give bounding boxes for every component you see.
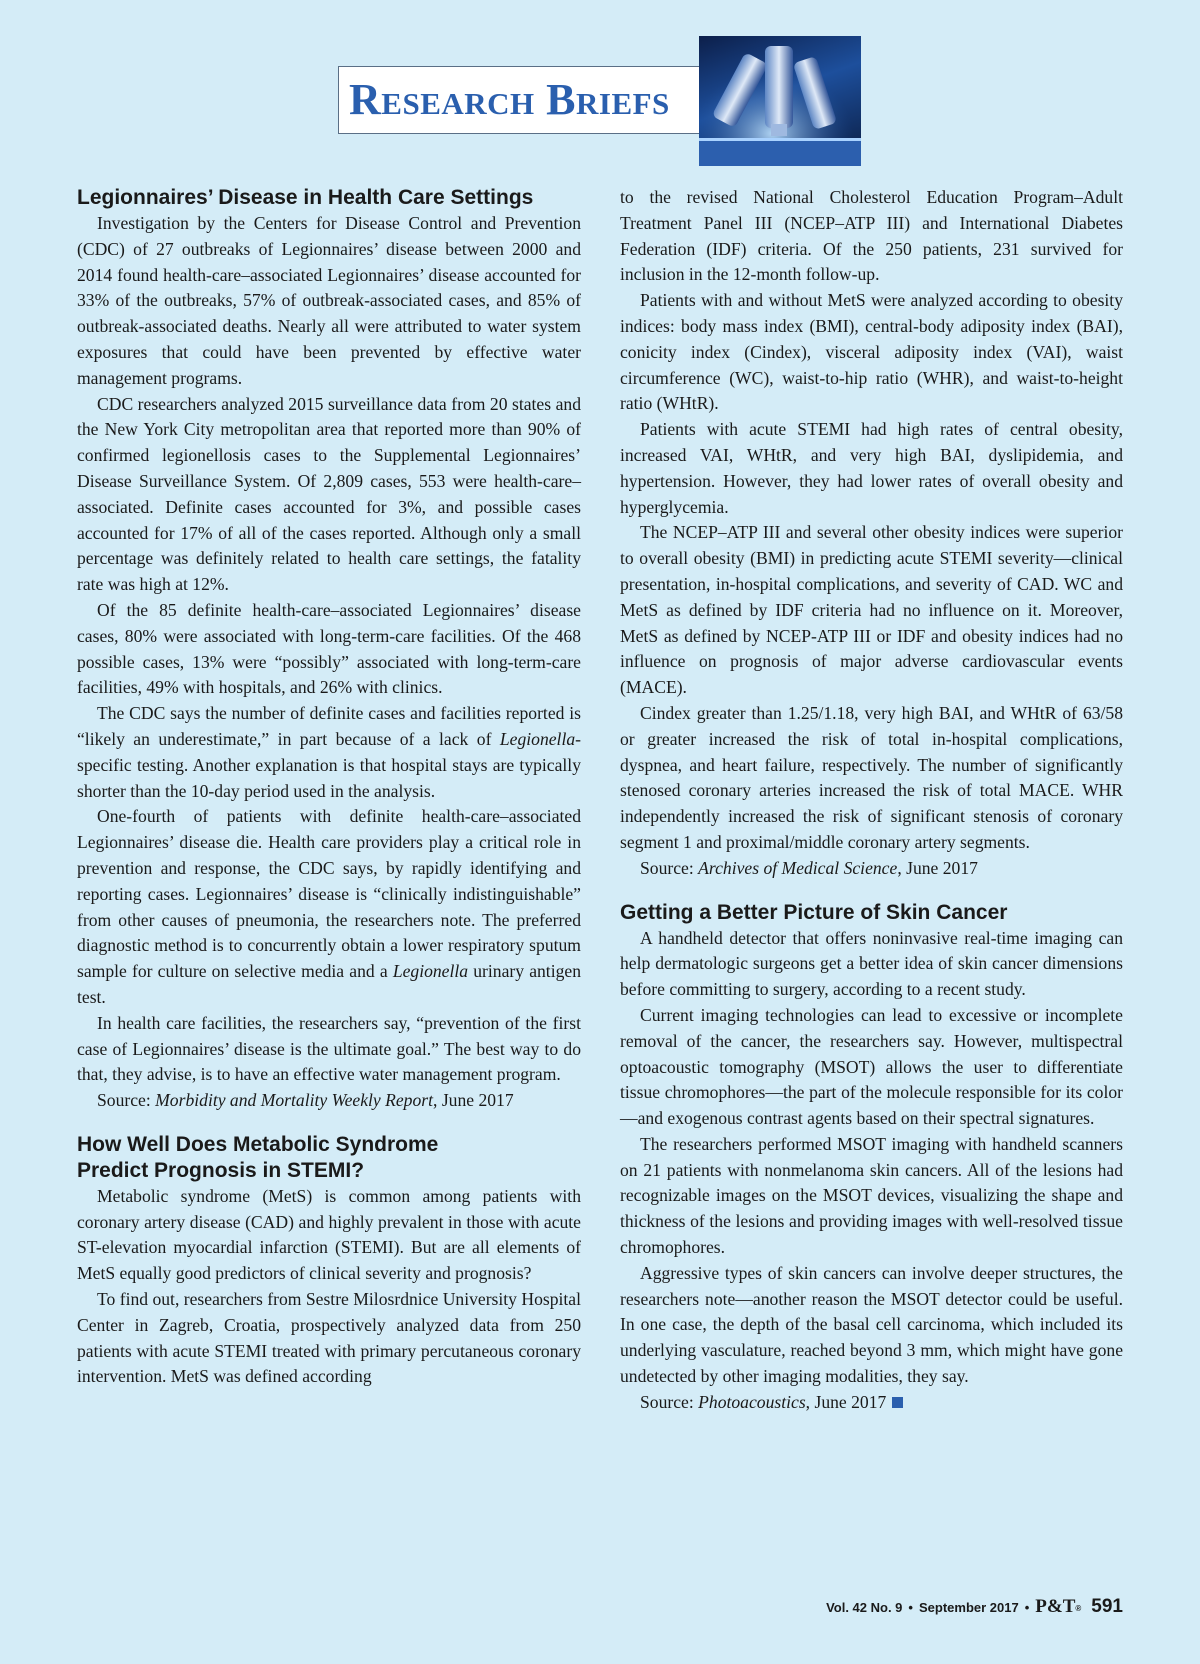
headline-line: Predict Prognosis in STEMI? [77, 1158, 365, 1182]
bullet-separator: • [908, 1600, 913, 1615]
paragraph-text: urinary antigen test. [77, 961, 581, 1007]
column-right [620, 185, 1123, 1416]
source-label: Source: [640, 857, 699, 878]
issue-date: September 2017 [918, 1600, 1019, 1615]
paragraph [77, 701, 581, 804]
column-left [77, 185, 581, 1390]
paragraph: A handheld detector that offers noninvasive real-time imaging can help dermatologic surgeons get a better idea of skin cancer dimensions before committing to surgery, according to a recent study. [620, 927, 1123, 1000]
spacer [620, 882, 1123, 900]
source-line [620, 856, 1123, 882]
registered-mark: ® [1075, 1604, 1082, 1613]
paragraph-text: One-fourth of patients with definite health-care–associated Legionnaires’ disease die. Health care providers play a critical role in prevention and response, the CDC says, by rapidly identifying and reporting cases. Legionnaires’ disease is “clinically indistinguishable” from other causes of pneumonia, the researchers note. The preferred diagnostic method is to concurrently obtain a lower respiratory sputum sample for culture on selective media and a [77, 806, 581, 982]
paragraph-text: -specific testing. Another explanation is that hospital stays are typically shorter than the 10-day period used in the analysis. [77, 728, 581, 801]
microscope-image [699, 36, 861, 166]
paragraph: The NCEP–ATP III and several other obesity indices were superior to overall obesity (BMI) in predicting acute STEMI severity—clinical presentation, in-hospital complications, and severity of CAD. WC and MetS as defined by IDF criteria had no influence on it. Moreover, MetS as defined by NCEP-ATP III or IDF and obesity indices had no influence on prognosis of major adverse cardiovascular events (MACE). [620, 522, 1123, 698]
microscope-illustration [699, 36, 861, 166]
issue-number: Vol. 42 No. 9 [826, 1600, 903, 1615]
article-headline-legionnaires: Legionnaires’ Disease in Health Care Settings [77, 186, 534, 209]
page-footer [826, 1596, 1123, 1618]
article-headline-skin-cancer: Getting a Better Picture of Skin Cancer [620, 900, 1008, 924]
source-title: Morbidity and Mortality Weekly Report [155, 1090, 434, 1111]
paragraph: Patients with and without MetS were analyzed according to obesity indices: body mass index (BMI), central-body adiposity index (BAI), conicity index (Cindex), visceral adiposity index (VAI), waist circumference (WC), waist-to-hip ratio (WHR), and waist-to-height ratio (WHtR). [620, 290, 1123, 414]
source-date: , June 2017 [433, 1090, 514, 1111]
page-number: 591 [1091, 1596, 1123, 1617]
source-date: , June 2017 [805, 1391, 887, 1412]
paragraph: Metabolic syndrome (MetS) is common among patients with coronary artery disease (CAD) and highly prevalent in those with acute ST-elevation myocardial infarction (STEMI). But are all elements of MetS equally good predictors of clinical severity and prognosis? [77, 1185, 581, 1284]
paragraph: To find out, researchers from Sestre Milosrdnice University Hospital Center in Zagreb, Croatia, prospectively analyzed data from 250 patients with acute STEMI treated with primary percutaneous coronary intervention. MetS was defined according [77, 1289, 581, 1387]
paragraph: CDC researchers analyzed 2015 surveillance data from 20 states and the New York City metropolitan area that reported more than 90% of confirmed legionellosis cases to the Supplemental Legionnaires’ Disease Surveillance System. Of 2,809 cases, 553 were health-care–associated. Definite cases accounted for 3%, and possible cases accounted for 17% of all of the cases reported. Although only a small percentage was definitely related to health care settings, the fatality rate was high at 12%. [77, 393, 581, 595]
paragraph: Of the 85 definite health-care–associated Legionnaires’ disease cases, 80% were associated with long-term-care facilities. Of the 468 possible cases, 13% were “possibly” associated with long-term-care facilities, 49% with hospitals, and 26% with clinics. [77, 599, 581, 698]
paragraph: Current imaging technologies can lead to excessive or incomplete removal of the cancer, the researchers say. However, multispectral optoacoustic tomography (MSOT) allows the user to differentiate tissue chromophores—the part of the molecule responsible for its color—and exogenous contrast agents based on their spectral signatures. [620, 1004, 1123, 1129]
paragraph: Investigation by the Centers for Disease Control and Prevention (CDC) of 27 outbreaks of Legionnaires’ disease between 2000 and 2014 found health-care–associated Legionnaires’ disease accounted for 33% of the outbreaks, 57% of outbreak-associated cases, and 85% of outbreak-associated deaths. Nearly all were attributed to water system exposures that could have been prevented by effective water management programs. [77, 213, 581, 388]
paragraph: In health care facilities, the researchers say, “prevention of the first case of Legionnaires’ disease is the ultimate goal.” The best way to do that, they advise, is to have an effective water management program. [77, 1012, 581, 1085]
source-title: Photoacoustics [698, 1391, 806, 1412]
source-date: , June 2017 [897, 857, 978, 878]
paragraph: Aggressive types of skin cancers can involve deeper structures, the researchers note—another reason the MSOT detector could be useful. In one case, the depth of the basal cell carcinoma, which included its underlying vasculature, reached beyond 3 mm, which might have gone undetected by other imaging modalities, they say. [620, 1262, 1123, 1387]
section-title: Research Briefs [349, 75, 670, 124]
source-line [620, 1390, 1123, 1416]
journal-name: P&T [1035, 1596, 1076, 1617]
source-label: Source: [640, 1391, 699, 1412]
source-line [77, 1088, 581, 1114]
headline-line: How Well Does Metabolic Syndrome [77, 1132, 439, 1156]
masthead-banner [338, 66, 700, 134]
bullet-separator: • [1024, 1600, 1030, 1615]
source-label: Source: [97, 1090, 156, 1111]
paragraph [77, 804, 581, 1010]
spacer [77, 1114, 581, 1132]
end-of-article-square-icon [892, 1397, 903, 1408]
paragraph: Patients with acute STEMI had high rates of central obesity, increased VAI, WHtR, and very high BAI, dyslipidemia, and hypertension. However, they had lower rates of overall obesity and hyperglycemia. [620, 419, 1123, 517]
italic-term: Legionella [392, 961, 469, 982]
paragraph-continued: to the revised National Cholesterol Education Program–Adult Treatment Panel III (NCEP–ATP III) and International Diabetes Federation (IDF) criteria. Of the 250 patients, 231 survived for inclusion in the 12-month follow-up. [620, 187, 1123, 285]
article-headline-metabolic [77, 1132, 581, 1184]
paragraph: The researchers performed MSOT imaging with handheld scanners on 21 patients with nonmelanoma skin cancers. All of the lesions had recognizable images on the MSOT devices, visualizing the shape and thickness of the lesions and providing images with well-resolved tissue chromophores. [620, 1133, 1123, 1258]
paragraph-text: The CDC says the number of definite cases and facilities reported is “likely an underestimate,” in part because of a lack of [77, 703, 581, 749]
source-title: Archives of Medical Science [698, 857, 898, 878]
italic-term: Legionella [499, 728, 576, 749]
paragraph: Cindex greater than 1.25/1.18, very high BAI, and WHtR of 63/58 or greater increased the risk of total in-hospital complications, dyspnea, and heart failure, respectively. The number of significantly stenosed coronary arteries increased the risk of total MACE. WHR independently increased the risk of significant stenosis of coronary segment 1 and proximal/middle coronary artery segments. [620, 702, 1123, 852]
